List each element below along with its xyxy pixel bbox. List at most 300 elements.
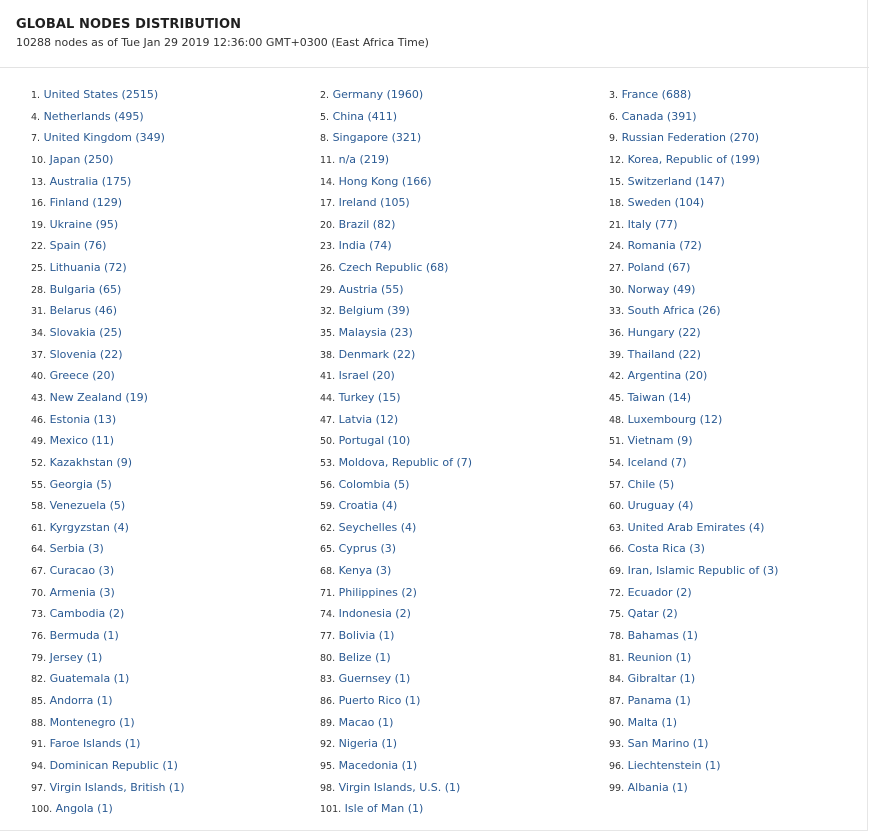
country-link[interactable]: Bolivia (1) [338, 629, 395, 643]
list-item [320, 324, 609, 346]
rank-number: 41. [320, 371, 336, 383]
list-item [31, 584, 320, 606]
list-item [320, 86, 609, 108]
rank-number: 29. [320, 284, 336, 296]
list-item [320, 151, 609, 173]
list-item [609, 735, 851, 757]
rank-number: 3. [609, 90, 619, 101]
country-link[interactable]: Slovakia (25) [49, 326, 122, 340]
country-link[interactable]: Venezuela (5) [49, 499, 126, 513]
list-item [31, 779, 320, 801]
list-item [31, 649, 320, 671]
list-item [609, 540, 851, 562]
country-link[interactable]: Korea, Republic of (199) [627, 152, 760, 166]
rank-number: 91. [31, 739, 47, 751]
country-link[interactable]: Sweden (104) [627, 196, 705, 210]
rank-number: 49. [31, 436, 47, 448]
country-link[interactable]: Brazil (82) [338, 217, 396, 231]
rank-number: 60. [609, 501, 625, 513]
list-item [609, 670, 851, 692]
country-link[interactable]: France (688) [621, 88, 692, 101]
list-item [320, 259, 609, 281]
country-link[interactable]: Montenegro (1) [49, 715, 135, 729]
country-link[interactable]: Greece (20) [49, 369, 115, 383]
list-item [31, 757, 320, 779]
country-link[interactable]: Israel (20) [338, 369, 395, 383]
rank-number: 35. [320, 328, 336, 340]
country-link[interactable]: Switzerland (147) [627, 174, 725, 188]
rank-number: 95. [320, 760, 336, 772]
list-item [320, 194, 609, 216]
list-item [320, 454, 609, 476]
country-link[interactable]: Isle of Man (1) [344, 802, 424, 816]
country-link[interactable]: Norway (49) [627, 282, 696, 296]
list-item [31, 346, 320, 368]
list-item [31, 735, 320, 757]
list-item [320, 649, 609, 671]
rank-number: 40. [31, 371, 47, 383]
rank-number: 36. [609, 328, 625, 340]
rank-number: 73. [31, 609, 47, 621]
rank-number: 70. [31, 587, 47, 599]
list-item [31, 692, 320, 714]
country-link[interactable]: Mexico (11) [49, 434, 115, 448]
country-link[interactable]: Malta (1) [627, 715, 678, 729]
list-item [31, 800, 320, 822]
country-link[interactable]: Virgin Islands, U.S. (1) [338, 780, 461, 794]
list-item [609, 584, 851, 606]
list-item [609, 367, 851, 389]
list-item [609, 605, 851, 627]
country-link[interactable]: Armenia (3) [49, 585, 115, 599]
rank-number: 58. [31, 501, 47, 513]
list-item [320, 605, 609, 627]
list-item [31, 108, 320, 130]
country-link[interactable]: Gibraltar (1) [627, 672, 696, 686]
rank-number: 50. [320, 436, 336, 448]
rank-number: 9. [609, 133, 619, 145]
list-item [31, 714, 320, 736]
country-link[interactable]: Malaysia (23) [338, 326, 413, 340]
rank-number: 90. [609, 717, 625, 729]
country-link[interactable]: Vietnam (9) [627, 434, 693, 448]
list-item [609, 519, 851, 541]
rank-number: 48. [609, 414, 625, 426]
country-link[interactable]: Canada (391) [621, 109, 697, 123]
list-item [609, 129, 851, 151]
rank-number: 63. [609, 522, 625, 534]
rank-number: 31. [31, 306, 47, 318]
country-link[interactable]: Dominican Republic (1) [49, 758, 178, 772]
country-link[interactable]: Chile (5) [627, 477, 675, 491]
country-link[interactable]: Macao (1) [338, 715, 394, 729]
country-list [31, 86, 851, 822]
rank-number: 81. [609, 652, 625, 664]
rank-number: 82. [31, 674, 47, 686]
country-link[interactable]: Turkey (15) [338, 390, 401, 404]
rank-number: 51. [609, 436, 625, 448]
rank-number: 53. [320, 457, 336, 469]
rank-number: 27. [609, 263, 625, 275]
country-link[interactable]: Panama (1) [627, 693, 691, 707]
list-item [609, 454, 851, 476]
list-item [320, 216, 609, 238]
country-link[interactable]: Australia (175) [49, 174, 132, 188]
list-item [609, 389, 851, 411]
list-item [320, 692, 609, 714]
country-link[interactable]: Uruguay (4) [627, 499, 694, 513]
rank-number: 18. [609, 198, 625, 210]
country-link[interactable]: Ireland (105) [338, 196, 410, 210]
list-item [320, 281, 609, 303]
rank-number: 88. [31, 717, 47, 729]
country-link[interactable]: United States (2515) [43, 88, 159, 101]
rank-number: 64. [31, 544, 47, 556]
country-link[interactable]: Moldova, Republic of (7) [338, 455, 473, 469]
rank-number: 34. [31, 328, 47, 340]
country-link[interactable]: Austria (55) [338, 282, 404, 296]
list-item [31, 367, 320, 389]
rank-number: 17. [320, 198, 336, 210]
country-link[interactable]: Andorra (1) [49, 693, 113, 707]
panel-header [16, 16, 869, 50]
rank-number: 96. [609, 760, 625, 772]
list-item [609, 237, 851, 259]
country-link[interactable]: Seychelles (4) [338, 520, 417, 534]
list-item [320, 346, 609, 368]
country-link[interactable]: Serbia (3) [49, 542, 104, 556]
country-link[interactable]: China (411) [332, 109, 398, 123]
country-link[interactable]: Iran, Islamic Republic of (3) [627, 564, 779, 578]
rank-number: 66. [609, 544, 625, 556]
country-link[interactable]: Belize (1) [338, 650, 391, 664]
country-link[interactable]: Hungary (22) [627, 326, 701, 340]
list-item [31, 411, 320, 433]
rank-number: 85. [31, 695, 47, 707]
rank-number: 38. [320, 349, 336, 361]
list-item [609, 151, 851, 173]
list-item [320, 800, 609, 822]
list-item [320, 411, 609, 433]
list-item [609, 86, 851, 108]
list-item [31, 237, 320, 259]
rank-number: 57. [609, 479, 625, 491]
rank-number: 24. [609, 241, 625, 253]
list-item [609, 411, 851, 433]
country-link[interactable]: New Zealand (19) [49, 390, 148, 404]
list-item [320, 757, 609, 779]
list-item [609, 692, 851, 714]
list-item [320, 497, 609, 519]
country-link[interactable]: Albania (1) [627, 780, 688, 794]
rank-number: 67. [31, 566, 47, 578]
rank-number: 80. [320, 652, 336, 664]
rank-number: 89. [320, 717, 336, 729]
list-item [31, 562, 320, 584]
rank-number: 76. [31, 631, 47, 643]
country-link[interactable]: Reunion (1) [627, 650, 692, 664]
list-item [320, 237, 609, 259]
country-link[interactable]: Spain (76) [49, 239, 107, 253]
country-link[interactable]: Belgium (39) [338, 304, 410, 318]
list-item [31, 151, 320, 173]
rank-number: 5. [320, 111, 330, 123]
list-item [320, 714, 609, 736]
rank-number: 83. [320, 674, 336, 686]
list-item [320, 302, 609, 324]
country-link[interactable]: Faroe Islands (1) [49, 737, 141, 751]
rank-number: 2. [320, 90, 330, 101]
rank-number: 22. [31, 241, 47, 253]
rank-number: 78. [609, 631, 625, 643]
country-link[interactable]: Liechtenstein (1) [627, 758, 721, 772]
country-link[interactable]: Finland (129) [49, 196, 122, 210]
rank-number: 69. [609, 566, 625, 578]
country-link[interactable]: Curacao (3) [49, 564, 115, 578]
list-item [31, 194, 320, 216]
country-link[interactable]: Italy (77) [627, 217, 678, 231]
list-item [31, 302, 320, 324]
country-link[interactable]: Latvia (12) [338, 412, 399, 426]
country-link[interactable]: Romania (72) [627, 239, 702, 253]
list-item [320, 367, 609, 389]
header-divider [0, 67, 869, 68]
list-item [31, 476, 320, 498]
rank-number: 19. [31, 219, 47, 231]
rank-number: 20. [320, 219, 336, 231]
list-item [31, 259, 320, 281]
rank-number: 55. [31, 479, 47, 491]
country-link[interactable]: Russian Federation (270) [621, 131, 760, 145]
country-link[interactable]: Cambodia (2) [49, 607, 125, 621]
list-item [320, 519, 609, 541]
country-link[interactable]: India (74) [338, 239, 392, 253]
country-link[interactable]: Philippines (2) [338, 585, 417, 599]
country-link[interactable]: Czech Republic (68) [338, 261, 449, 275]
rank-number: 39. [609, 349, 625, 361]
country-link[interactable]: Poland (67) [627, 261, 691, 275]
list-item [31, 519, 320, 541]
rank-number: 93. [609, 739, 625, 751]
list-item [609, 194, 851, 216]
rank-number: 77. [320, 631, 336, 643]
country-link[interactable]: Singapore (321) [332, 131, 422, 145]
rank-number: 32. [320, 306, 336, 318]
rank-number: 62. [320, 522, 336, 534]
list-item [320, 476, 609, 498]
rank-number: 47. [320, 414, 336, 426]
country-link[interactable]: Germany (1960) [332, 88, 424, 101]
rank-number: 72. [609, 587, 625, 599]
country-link[interactable]: Luxembourg (12) [627, 412, 723, 426]
rank-number: 101. [320, 804, 342, 816]
list-item [31, 432, 320, 454]
rank-number: 13. [31, 176, 47, 188]
rank-number: 99. [609, 782, 625, 794]
list-item [320, 735, 609, 757]
country-link[interactable]: Guatemala (1) [49, 672, 130, 686]
country-link[interactable]: Lithuania (72) [49, 261, 127, 275]
country-link[interactable]: Taiwan (14) [627, 390, 692, 404]
rank-number: 12. [609, 154, 625, 166]
country-link[interactable]: Nigeria (1) [338, 737, 398, 751]
list-item [320, 562, 609, 584]
country-link[interactable]: Georgia (5) [49, 477, 112, 491]
rank-number: 92. [320, 739, 336, 751]
list-item [31, 670, 320, 692]
country-link[interactable]: Puerto Rico (1) [338, 693, 421, 707]
country-link[interactable]: Slovenia (22) [49, 347, 123, 361]
rank-number: 26. [320, 263, 336, 275]
country-link[interactable]: Angola (1) [55, 802, 113, 816]
rank-number: 28. [31, 284, 47, 296]
list-item [609, 281, 851, 303]
rank-number: 71. [320, 587, 336, 599]
rank-number: 16. [31, 198, 47, 210]
rank-number: 54. [609, 457, 625, 469]
rank-number: 75. [609, 609, 625, 621]
list-item [609, 497, 851, 519]
list-item [320, 540, 609, 562]
country-link[interactable]: Kazakhstan (9) [49, 455, 133, 469]
country-link[interactable]: Thailand (22) [627, 347, 701, 361]
list-item [609, 649, 851, 671]
list-item [609, 476, 851, 498]
country-link[interactable]: Costa Rica (3) [627, 542, 705, 556]
page-title: GLOBAL NODES DISTRIBUTION [16, 17, 242, 32]
list-item [609, 779, 851, 801]
rank-number: 7. [31, 133, 41, 145]
list-item [31, 605, 320, 627]
rank-number: 86. [320, 695, 336, 707]
country-link[interactable]: Croatia (4) [338, 499, 398, 513]
list-item [31, 540, 320, 562]
list-item [320, 627, 609, 649]
country-link[interactable]: Iceland (7) [627, 455, 687, 469]
list-item [609, 346, 851, 368]
list-item [609, 757, 851, 779]
country-link[interactable]: Estonia (13) [49, 412, 117, 426]
rank-number: 23. [320, 241, 336, 253]
country-link[interactable]: Ecuador (2) [627, 585, 692, 599]
list-item [31, 627, 320, 649]
rank-number: 8. [320, 133, 330, 145]
list-item [320, 779, 609, 801]
list-item [31, 497, 320, 519]
country-link[interactable]: Kenya (3) [338, 564, 392, 578]
country-link[interactable]: Portugal (10) [338, 434, 411, 448]
country-link[interactable]: Indonesia (2) [338, 607, 411, 621]
list-item [320, 389, 609, 411]
list-item [320, 173, 609, 195]
list-item [31, 216, 320, 238]
rank-number: 61. [31, 522, 47, 534]
rank-number: 25. [31, 263, 47, 275]
country-link[interactable]: Japan (250) [49, 152, 114, 166]
country-link[interactable]: Macedonia (1) [338, 758, 418, 772]
list-item [609, 216, 851, 238]
country-link[interactable]: Jersey (1) [49, 650, 103, 664]
rank-number: 52. [31, 457, 47, 469]
rank-number: 1. [31, 90, 41, 101]
node-count-subtitle: 10288 nodes as of Tue Jan 29 2019 12:36:00 GMT+0300 (East Africa Time) [16, 36, 429, 49]
list-item [320, 108, 609, 130]
country-link[interactable]: Bermuda (1) [49, 629, 119, 643]
rank-number: 37. [31, 349, 47, 361]
list-item [609, 108, 851, 130]
rank-number: 30. [609, 284, 625, 296]
country-link[interactable]: Argentina (20) [627, 369, 708, 383]
list-item [609, 432, 851, 454]
rank-number: 33. [609, 306, 625, 318]
rank-number: 11. [320, 154, 336, 166]
country-link[interactable]: Qatar (2) [627, 607, 678, 621]
country-link[interactable]: Guernsey (1) [338, 672, 411, 686]
list-item [320, 584, 609, 606]
rank-number: 59. [320, 501, 336, 513]
country-link[interactable]: Cyprus (3) [338, 542, 397, 556]
country-link[interactable]: Hong Kong (166) [338, 174, 432, 188]
rank-number: 44. [320, 392, 336, 404]
country-link[interactable]: San Marino (1) [627, 737, 709, 751]
rank-number: 45. [609, 392, 625, 404]
list-item [31, 389, 320, 411]
list-item [609, 173, 851, 195]
country-link[interactable]: Colombia (5) [338, 477, 410, 491]
list-item [609, 259, 851, 281]
rank-number: 56. [320, 479, 336, 491]
country-link[interactable]: Bahamas (1) [627, 629, 698, 643]
list-item [609, 302, 851, 324]
country-link[interactable]: Virgin Islands, British (1) [49, 780, 185, 794]
rank-number: 97. [31, 782, 47, 794]
list-item [320, 129, 609, 151]
rank-number: 79. [31, 652, 47, 664]
rank-number: 21. [609, 219, 625, 231]
rank-number: 74. [320, 609, 336, 621]
country-link[interactable]: n/a (219) [338, 152, 390, 166]
country-link[interactable]: Netherlands (495) [43, 109, 144, 123]
rank-number: 65. [320, 544, 336, 556]
rank-number: 14. [320, 176, 336, 188]
list-item [609, 562, 851, 584]
list-item [31, 129, 320, 151]
list-item [31, 281, 320, 303]
list-item [609, 714, 851, 736]
country-link[interactable]: Kyrgyzstan (4) [49, 520, 129, 534]
list-item [31, 173, 320, 195]
rank-number: 10. [31, 154, 47, 166]
list-item [31, 454, 320, 476]
list-item [31, 86, 320, 108]
country-link[interactable]: Belarus (46) [49, 304, 118, 318]
country-link[interactable]: United Kingdom (349) [43, 131, 165, 145]
list-item [609, 324, 851, 346]
country-link[interactable]: South Africa (26) [627, 304, 721, 318]
country-link[interactable]: Bulgaria (65) [49, 282, 122, 296]
rank-number: 84. [609, 674, 625, 686]
country-link[interactable]: Denmark (22) [338, 347, 416, 361]
list-item [320, 670, 609, 692]
rank-number: 6. [609, 111, 619, 123]
rank-number: 43. [31, 392, 47, 404]
rank-number: 98. [320, 782, 336, 794]
rank-number: 4. [31, 111, 41, 123]
country-link[interactable]: Ukraine (95) [49, 217, 119, 231]
rank-number: 46. [31, 414, 47, 426]
rank-number: 94. [31, 760, 47, 772]
country-link[interactable]: United Arab Emirates (4) [627, 520, 765, 534]
